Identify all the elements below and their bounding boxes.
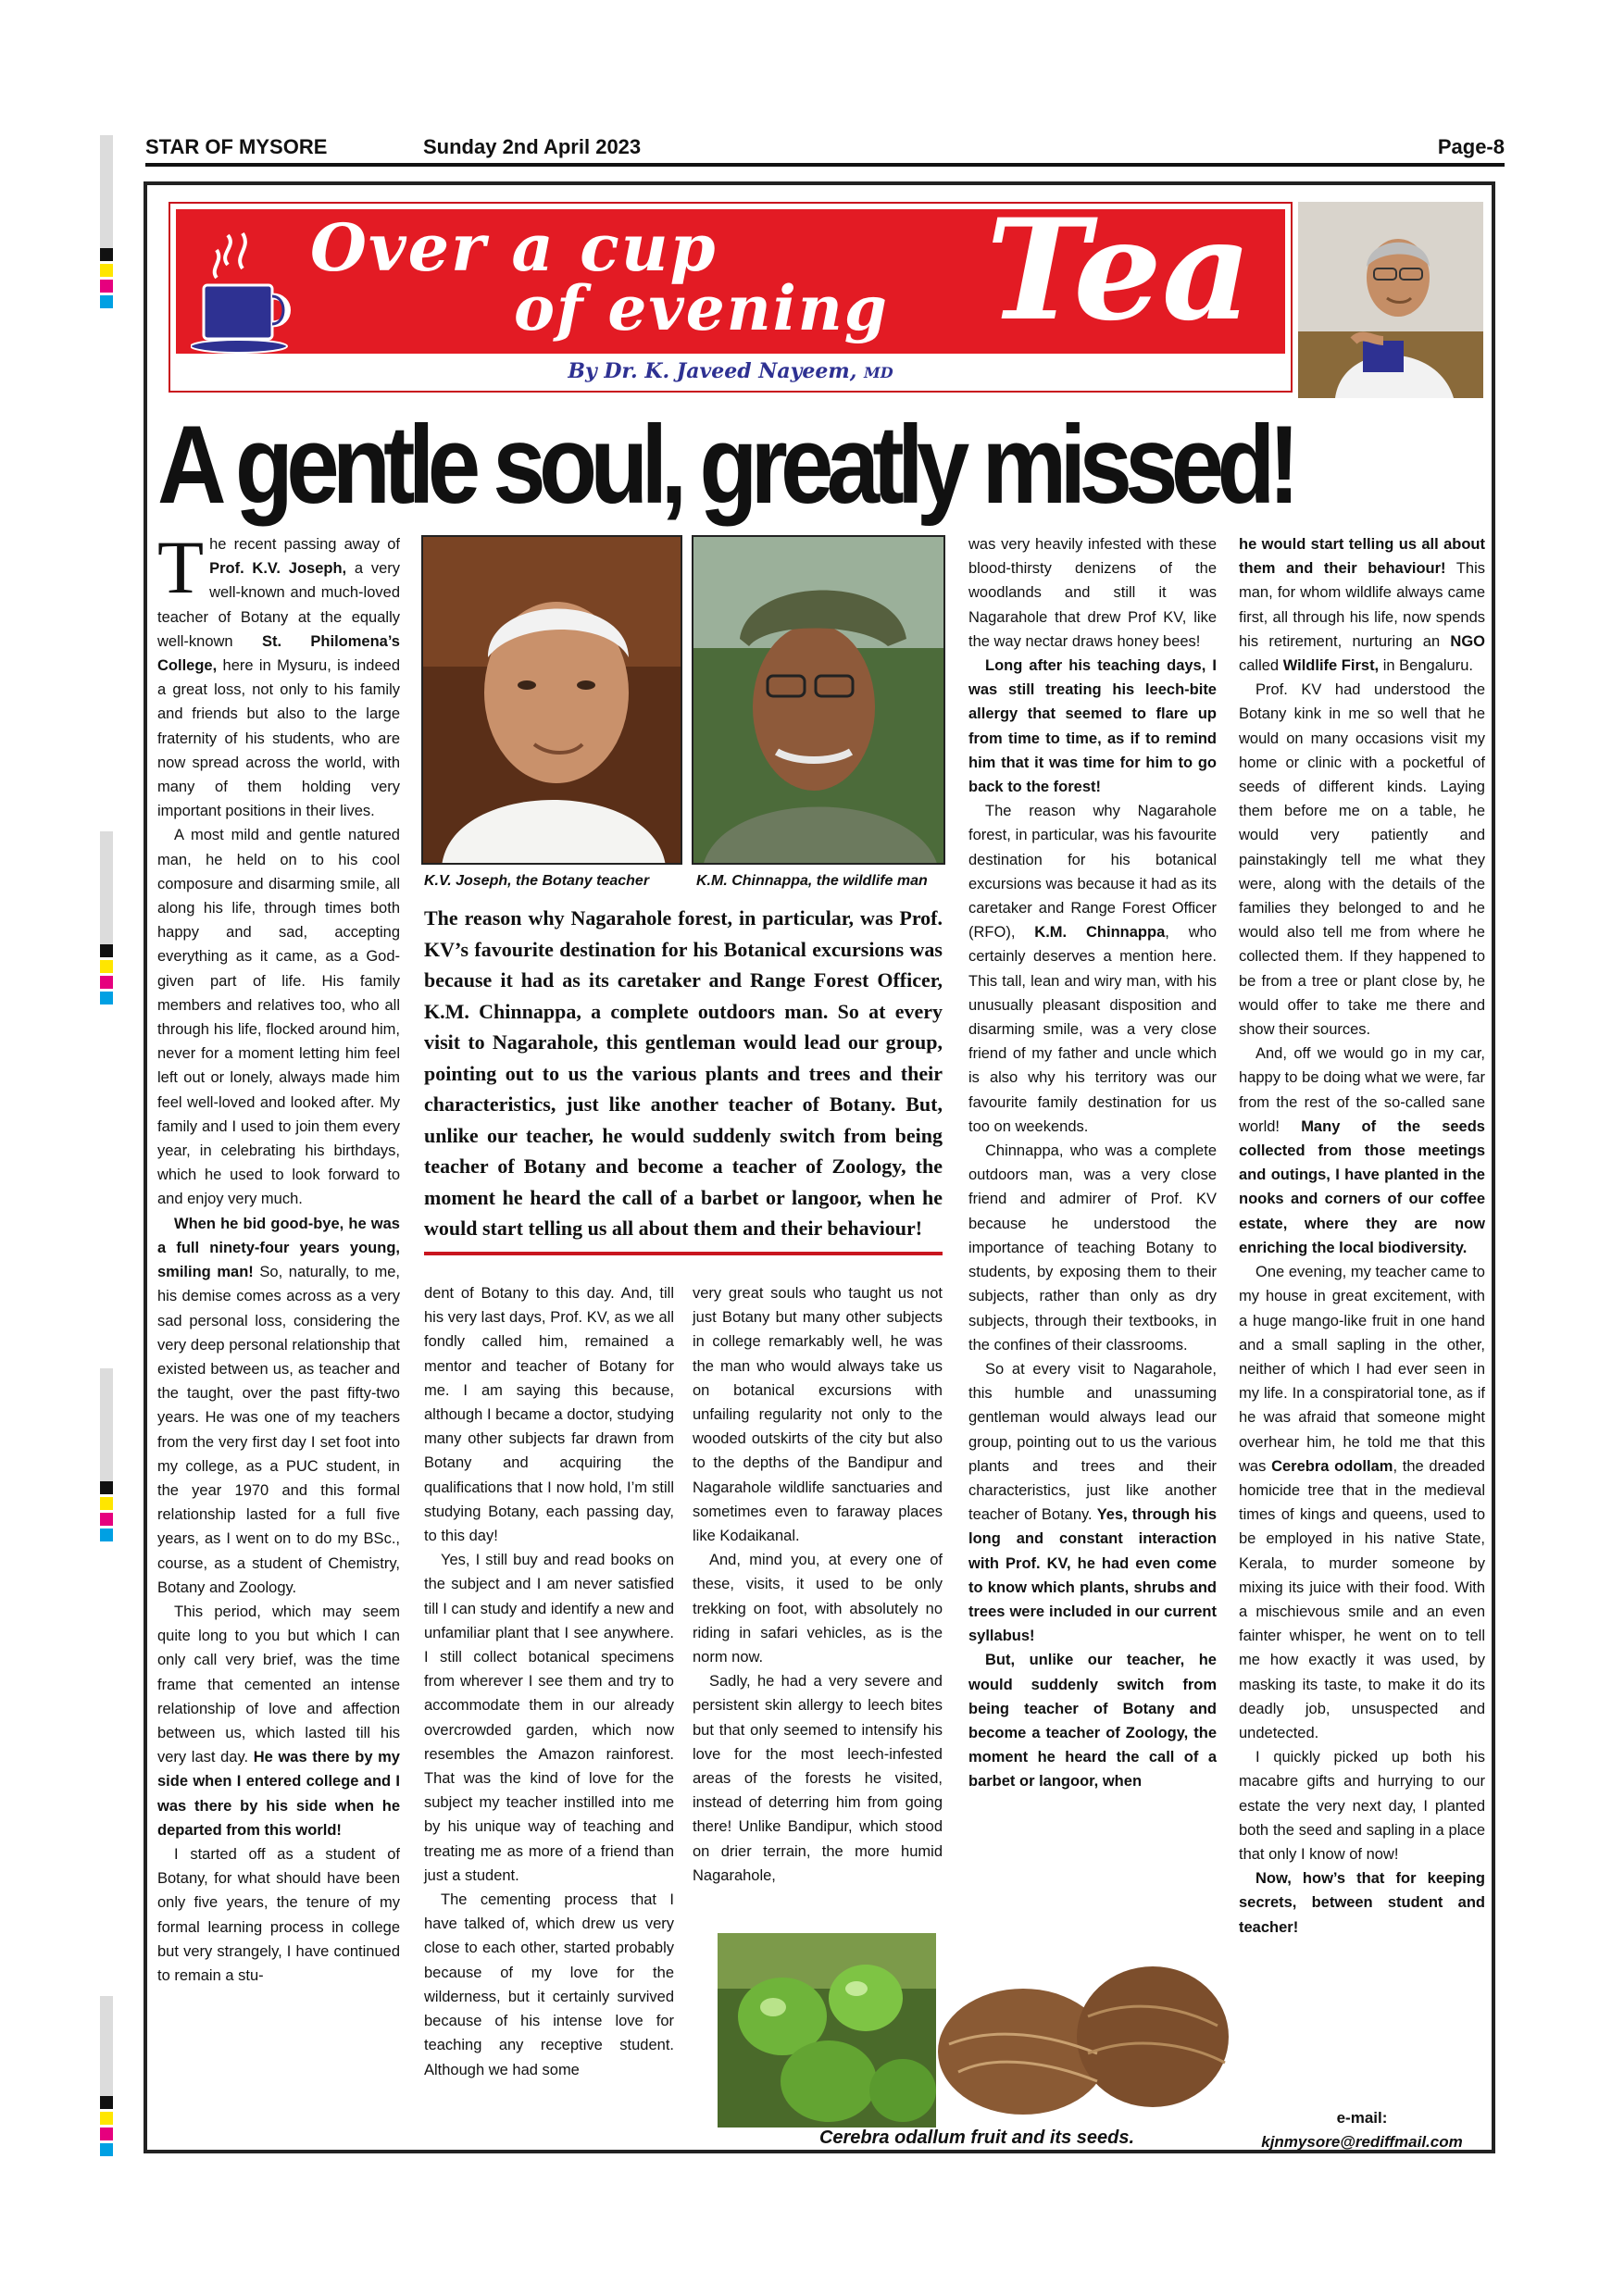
column-banner (169, 189, 1293, 393)
banner-red-panel (176, 189, 1285, 354)
paragraph-text: in Bengaluru. (1379, 657, 1473, 675)
byline-author: By Dr. K. Javeed Nayeem, (568, 359, 857, 383)
bold-text: he would start telling us all about them and their behaviour! (1239, 536, 1485, 578)
paragraph: dent of Botany to this day. And, till his very last days, Prof. KV, as we all fondly called him, remained a mentor and teacher of Botany for me. I am saying this because, although I became a doctor, studying many other subjects far drawn from Botany and acquiring the qualifications that I now hold, I’m still studying Botany, each passing day, to this day! (424, 1285, 674, 1545)
registration-mark (100, 2096, 113, 2109)
paragraph-text: , the dreaded homicide tree that in the medieval times of kings and queens, used to be employed in his native State, Kerala, to murder someone by mixing its juice with their food. With a mischievous smile and an even fainter whisper, he went on to tell me how exactly it was used, by masking its taste, to make it do its deadly job, unsuspected and undetected. (1239, 1457, 1485, 1741)
bold-text: Now, how’s that for keeping secrets, between student and teacher! (1239, 1870, 1485, 1936)
banner-title-tea: Tea (986, 189, 1253, 352)
registration-mark (100, 280, 113, 293)
paragraph: I quickly picked up both his macabre gifts and hurrying to our estate the very next day, I planted both the seed and sapling in a place that only I know of now! (1239, 1749, 1485, 1863)
paragraph: Yes, I still buy and read books on the subject and I am never satisfied till I can study and identify a new and unfamiliar plant that I see anywhere. I still collect botanical specimens from wherever I see them and try to accommodate them in our already overcrowded garden, which now resembles the Amazon rainforest. That was the kind of love for the subject my teacher instilled into me by his unique way of teaching and treating me as more of a friend than just a student. (424, 1552, 674, 1884)
bold-text: NGO (1450, 632, 1485, 650)
registration-mark (100, 264, 113, 277)
paragraph-text: This period, which may seem quite long to you but which I can only call very brief, was the time frame that cemented an intense relationship of love and affection between us, which lasted till his very last day. (157, 1603, 400, 1766)
registration-mark (100, 2112, 113, 2125)
paragraph-text: a very well-known and much-loved teacher of Botany at the equally well-known (157, 560, 400, 650)
paragraph-text: So, naturally, to me, his demise comes across as a very sad personal loss, considering the very deep personal relationship that existed between us, as teacher and the taught, over the past fifty-two years. He was one of my teachers from the very first day I set foot into my college, as a PUC student, in the year 1970 and this formal relationship lasted for a full five years, as I went on to do my BSc., course, as a student of Chemistry, Botany and Zoology. (157, 1264, 400, 1596)
photo-cerebra-fruit (718, 1933, 1236, 2148)
bold-text: St. Philomena’s College, (157, 632, 400, 675)
bold-text: Cerebra odollam (1271, 1457, 1393, 1475)
headline: A gentle soul, greatly missed! (157, 403, 1293, 527)
byline (170, 359, 1291, 383)
paragraph-text: here in Mysuru, is indeed a great loss, not only to his family and friends but also to the large fraternity of his students, who are now spread across the world, with many of them holding very important positions in their lives. (157, 657, 400, 820)
byline-suffix: MD (864, 364, 893, 381)
registration-mark (100, 2143, 113, 2156)
bold-text: When he bid good-bye, he was a full ninety-four years young, smiling man! (157, 1215, 400, 1281)
cerebra-fruit-image (718, 1933, 1236, 2128)
email-label: e-mail: (1336, 2109, 1388, 2127)
bold-text: Yes, through his long and constant interaction with Prof. KV, he had even come to know which plants, shrubs and trees were included in our current syllabus! (968, 1506, 1217, 1645)
banner-title-line1: Over a cup (310, 209, 718, 286)
registration-mark (100, 1513, 113, 1526)
bold-text: But, unlike our teacher, he would suddenly switch from being teacher of Botany and become a teacher of Zoology, the moment he heard the call of a barbet or langoor, when (968, 1652, 1217, 1791)
photo-caption-fruit: Cerebra odallum fruit and its seeds. (818, 2128, 1135, 2148)
columnist-photo (1298, 202, 1483, 398)
paragraph-text: So at every visit to Nagarahole, this humble and unassuming gentleman would always lead our group, pointing out to us the various plants and trees and their characteristics, just like another teacher of Botany. (968, 1360, 1217, 1524)
paragraph-text: This man, for whom wildlife always came first, all through his life, now spends his retirement, nurturing an (1239, 560, 1486, 650)
teacup-icon (191, 228, 302, 357)
registration-mark (100, 2128, 113, 2140)
registration-bar (100, 1368, 113, 1481)
photo-caption-joseph: K.V. Joseph, the Botany teacher (424, 873, 650, 889)
photo-kv-joseph (421, 535, 682, 865)
registration-mark (100, 976, 113, 989)
drop-cap: T (157, 525, 205, 609)
article-column-3 (693, 1281, 943, 1888)
paragraph-text: , who certainly deserves a mention here. This tall, lean and wiry man, with his unusually pleasant disposition and disarming smile, was a very close friend of my father and uncle which is also why his territory was our favourite family destination for us too on weekends. (968, 924, 1217, 1135)
registration-mark (100, 1497, 113, 1510)
email-address[interactable]: kjnmysore@rediffmail.com (1261, 2133, 1463, 2151)
pull-quote-lead: The reason why Nagarahole forest, in particular, was (424, 906, 893, 930)
paragraph: Chinnappa, who was a complete outdoors man, was a very close friend and admirer of Prof. KV because he understood the importance of teaching Botany to students, by exposing them to their subjects, rather than only as dry subjects, through their textbooks, in the confines of their classrooms. (968, 1142, 1217, 1354)
paragraph: was very heavily infested with these blood-thirsty denizens of the woodlands and still it was Nagarahole that drew Prof KV, like the way nectar draws honey bees! (968, 536, 1217, 650)
registration-bar (100, 135, 113, 248)
bold-text: Prof. K.V. Joseph, (209, 560, 347, 578)
registration-mark (100, 248, 113, 261)
bold-text: Wildlife First, (1282, 657, 1380, 675)
issue-date: Sunday 2nd April 2023 (423, 135, 642, 158)
bold-text: Long after his teaching days, I was still treating his leech-bite allergy that seemed to flare up from time to time, as if to remind him that it was time for him to go back to the forest! (968, 657, 1217, 796)
kv-joseph-portrait-image (423, 537, 682, 865)
bold-text: He was there by my side when I entered college and I was there by his side when he departed from this world! (157, 1749, 400, 1839)
paragraph-text: called (1239, 657, 1283, 675)
paragraph-text: The reason why Nagarahole forest, in particular, was his favourite destination for his botanical excursions was because it had as its caretaker and Range Forest Officer (RFO), (968, 803, 1217, 942)
article-column-2 (424, 1281, 674, 2082)
paragraph-text: And, off we would go in my car, happy to be doing what we were, far from the rest of the so-called sane world! (1239, 1045, 1485, 1135)
registration-mark (100, 1481, 113, 1494)
page-number: Page-8 (1437, 135, 1505, 158)
photo-caption-chinnappa: K.M. Chinnappa, the wildlife man (696, 873, 928, 889)
registration-mark (100, 992, 113, 1004)
bold-text: Many of the seeds collected from those meetings and outings, I have planted in the nooks and corners of our coffee estate, where they are now enriching the local biodiversity. (1239, 1117, 1485, 1256)
paragraph-text: he recent passing away of (209, 536, 400, 553)
article-column-4 (968, 532, 1217, 1794)
publication-name: STAR OF MYSORE (145, 135, 328, 158)
columnist-portrait-image (1298, 202, 1483, 398)
photo-km-chinnappa (692, 535, 945, 865)
km-chinnappa-portrait-image (693, 537, 945, 865)
paragraph: A most mild and gentle natured man, he held on to his cool composure and disarming smile, all along his life, through times both happy and sad, accepting everything as it came, as a God-given part of life. His family members and relatives too, who all through his life, flocked around him, never for a moment letting him feel left out or lonely, always made him feel well-loved and looked after. My family and I used to join them every year, in celebrating his birthdays, which he used to look forward to and enjoy very much. (157, 827, 400, 1208)
registration-bar (100, 831, 113, 944)
paragraph: Prof. KV had understood the Botany kink in me so well that he would on many occasions visit my home or clinic with a pocketful of seeds of different kinds. Laying them before me on a table, he would very patiently and painstakingly tell me what they were, along with the details of the families they belonged to and he would also tell me from where he collected them. If they happened to be from a tree or plant close by, he would offer to take me there and show their sources. (1239, 681, 1485, 1039)
registration-mark (100, 944, 113, 957)
banner-title-line2: of evening (514, 272, 889, 344)
paragraph: The cementing process that I have talked of, which drew us very close to each other, started probably because of my love for the wilderness, but it certainly survived because of his intense love for teaching any receptive student. Although we had some (424, 1891, 674, 2078)
registration-mark (100, 960, 113, 973)
paragraph: And, mind you, at every one of these, visits, it used to be only trekking on foot, with absolutely no riding in safari vehicles, as is the norm now. (693, 1552, 943, 1666)
paragraph: Sadly, he had a very severe and persistent skin allergy to leech bites but that only seemed to intensify his love for the most leech-infested areas of the forests he visited, instead of deterring him from going there! Unlike Bandipur, which stood on drier terrain, the more humid Nagarahole, (693, 1673, 943, 1884)
pull-quote-body: Prof. KV’s favourite destination for his Botanical excursions was because it had as its caretaker and Range Forest Officer, K.M. Chinnappa, a complete outdoors man. So at every visit to Nagarahole, this gentleman would lead our group, pointing out to us the various plants and trees and their characteristics, just like another teacher of Botany. But, unlike our teacher, he would suddenly switch from being teacher of Botany and become a teacher of Zoology, the moment he heard the call of a barbet or langoor, when he would start telling us all about them and their behaviour! (424, 906, 943, 1240)
article-column-1 (157, 525, 400, 1988)
bold-text: K.M. Chinnappa (1034, 924, 1166, 942)
article-column-5 (1239, 532, 1485, 1940)
running-header (145, 135, 1505, 167)
paragraph: very great souls who taught us not just Botany but many other subjects in college remarkably well, he was the man who would always take us on botanical excursions with unfailing regularity not only to the wooded outskirts of the city but also to the depths of the Bandipur and Nagarahole wildlife sanctuaries and sometimes even to faraway places like Kodaikanal. (693, 1285, 943, 1545)
registration-mark (100, 295, 113, 308)
registration-mark (100, 1529, 113, 1541)
registration-bar (100, 1996, 113, 2096)
pull-quote (424, 903, 943, 1255)
paragraph: I started off as a student of Botany, for what should have been only five years, the tenure of my formal learning process in college but very strangely, I have continued to remain a stu- (157, 1845, 400, 1984)
paragraph-text: One evening, my teacher came to my house in great excitement, with a huge mango-like fruit in one hand and a small sapling in the other, neither of which I had ever seen in my life. In a conspiratorial tone, as if he was afraid that someone might overhear him, he told me that this was (1239, 1264, 1485, 1475)
